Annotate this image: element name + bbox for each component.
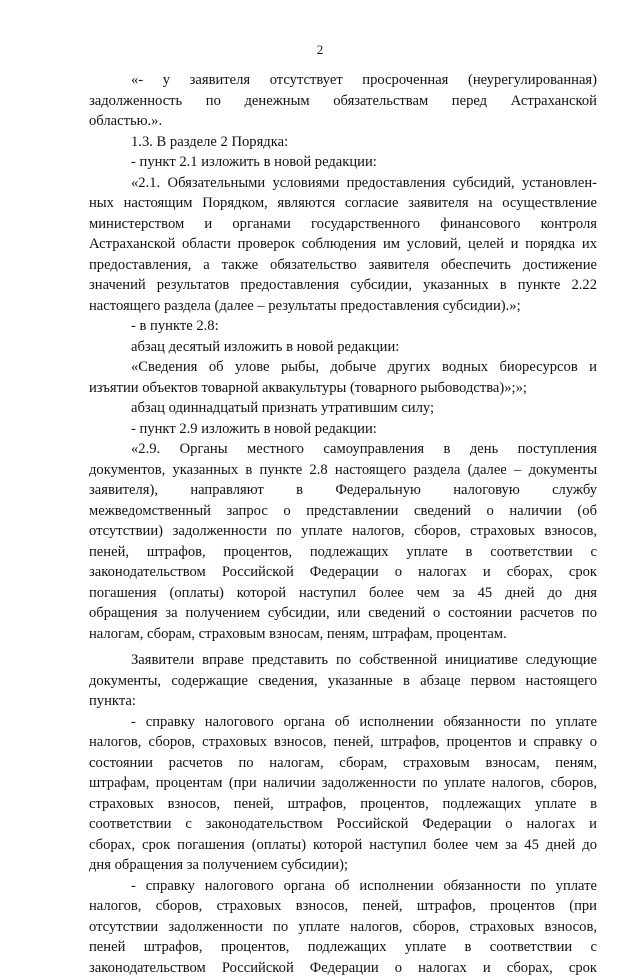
text-line: межведомственный запрос о представлении сведений о наличии (об bbox=[89, 501, 597, 522]
text-line: «2.9. Органы местного самоуправления в день поступления bbox=[89, 439, 597, 460]
text-line: областью.». bbox=[89, 111, 597, 132]
text-line: «- у заявителя отсутствует просроченная (неурегулированная) bbox=[89, 70, 597, 91]
text-line: соответствии с законодательством Российской Федерации о налогах и bbox=[89, 814, 597, 835]
text-line: настоящего раздела (далее – результаты предоставления субсидии).»; bbox=[89, 296, 597, 317]
text-line: 1.3. В разделе 2 Порядка: bbox=[89, 132, 597, 153]
text-line: отсутствии задолженности по уплате налогов, сборов, страховых взносов, bbox=[89, 917, 597, 938]
text-line: абзац одиннадцатый признать утратившим силу; bbox=[89, 398, 597, 419]
text-line: «2.1. Обязательными условиями предоставления субсидий, установлен- bbox=[89, 173, 597, 194]
text-line: налогов, сборов, страховых взносов, пеней, штрафов, процентов и справку о bbox=[89, 732, 597, 753]
text-line: заявителя), направляют в Федеральную налоговую службу bbox=[89, 480, 597, 501]
page-number: 2 bbox=[0, 42, 640, 58]
text-line: отсутствии) задолженности по уплате налогов, сборов, страховых взносов, bbox=[89, 521, 597, 542]
text-line: «Сведения об улове рыбы, добыче других водных биоресурсов и bbox=[89, 357, 597, 378]
text-line: - пункт 2.1 изложить в новой редакции: bbox=[89, 152, 597, 173]
text-line: погашения (оплаты) которой наступил более чем за 45 дней до дня bbox=[89, 583, 597, 604]
text-line: налогов, сборов, страховых взносов, пеней, штрафов, процентов (при bbox=[89, 896, 597, 917]
text-line: законодательством Российской Федерации о налогах и сборах, срок bbox=[89, 958, 597, 978]
text-line: задолженность по денежным обязательствам перед Астраханской bbox=[89, 91, 597, 112]
text-line: ных настоящим Порядком, являются согласие заявителя на осуществление bbox=[89, 193, 597, 214]
text-line: дня обращения за получением субсидии); bbox=[89, 855, 597, 876]
text-line: - справку налогового органа об исполнении обязанности по уплате bbox=[89, 712, 597, 733]
text-line: обращения за получением субсидии, или сведений о состоянии расчетов по bbox=[89, 603, 597, 624]
text-line: пеней штрафов, процентов, подлежащих уплате в соответствии с bbox=[89, 937, 597, 958]
text-line: Заявители вправе представить по собственной инициативе следующие bbox=[89, 650, 597, 671]
text-line: законодательством Российской Федерации о налогах и сборах, срок bbox=[89, 562, 597, 583]
text-line: штрафам, процентам (при наличии задолженности по уплате налогов, сборов, bbox=[89, 773, 597, 794]
text-line: документов, указанных в пункте 2.8 настоящего раздела (далее – документы bbox=[89, 460, 597, 481]
text-line: Астраханской области проверок соблюдения им условий, целей и порядка их bbox=[89, 234, 597, 255]
text-line: значений результатов предоставления субсидии, указанных в пункте 2.22 bbox=[89, 275, 597, 296]
text-line: состоянии расчетов по налогам, сборам, страховым взносам, пеням, bbox=[89, 753, 597, 774]
text-line: налогам, сборам, страховым взносам, пеням, штрафам, процентам. bbox=[89, 624, 597, 645]
text-line: пункта: bbox=[89, 691, 597, 712]
text-line: изъятии объектов товарной аквакультуры (товарного рыбоводства)»;»; bbox=[89, 378, 597, 399]
text-line: - в пункте 2.8: bbox=[89, 316, 597, 337]
text-line: сборах, срок погашения (оплаты) которой наступил более чем за 45 дней до bbox=[89, 835, 597, 856]
text-line: - пункт 2.9 изложить в новой редакции: bbox=[89, 419, 597, 440]
text-line: страховых взносов, пеней, штрафов, процентов, подлежащих уплате в bbox=[89, 794, 597, 815]
text-line: - справку налогового органа об исполнении обязанности по уплате bbox=[89, 876, 597, 897]
text-line: абзац десятый изложить в новой редакции: bbox=[89, 337, 597, 358]
text-line: министерством и органами государственного финансового контроля bbox=[89, 214, 597, 235]
text-line: пеней, штрафов, процентов, подлежащих уплате в соответствии с bbox=[89, 542, 597, 563]
text-line: документы, содержащие сведения, указанные в абзаце первом настоящего bbox=[89, 671, 597, 692]
document-body bbox=[89, 70, 597, 978]
text-line: предоставления, а также обязательство заявителя обеспечить достижение bbox=[89, 255, 597, 276]
